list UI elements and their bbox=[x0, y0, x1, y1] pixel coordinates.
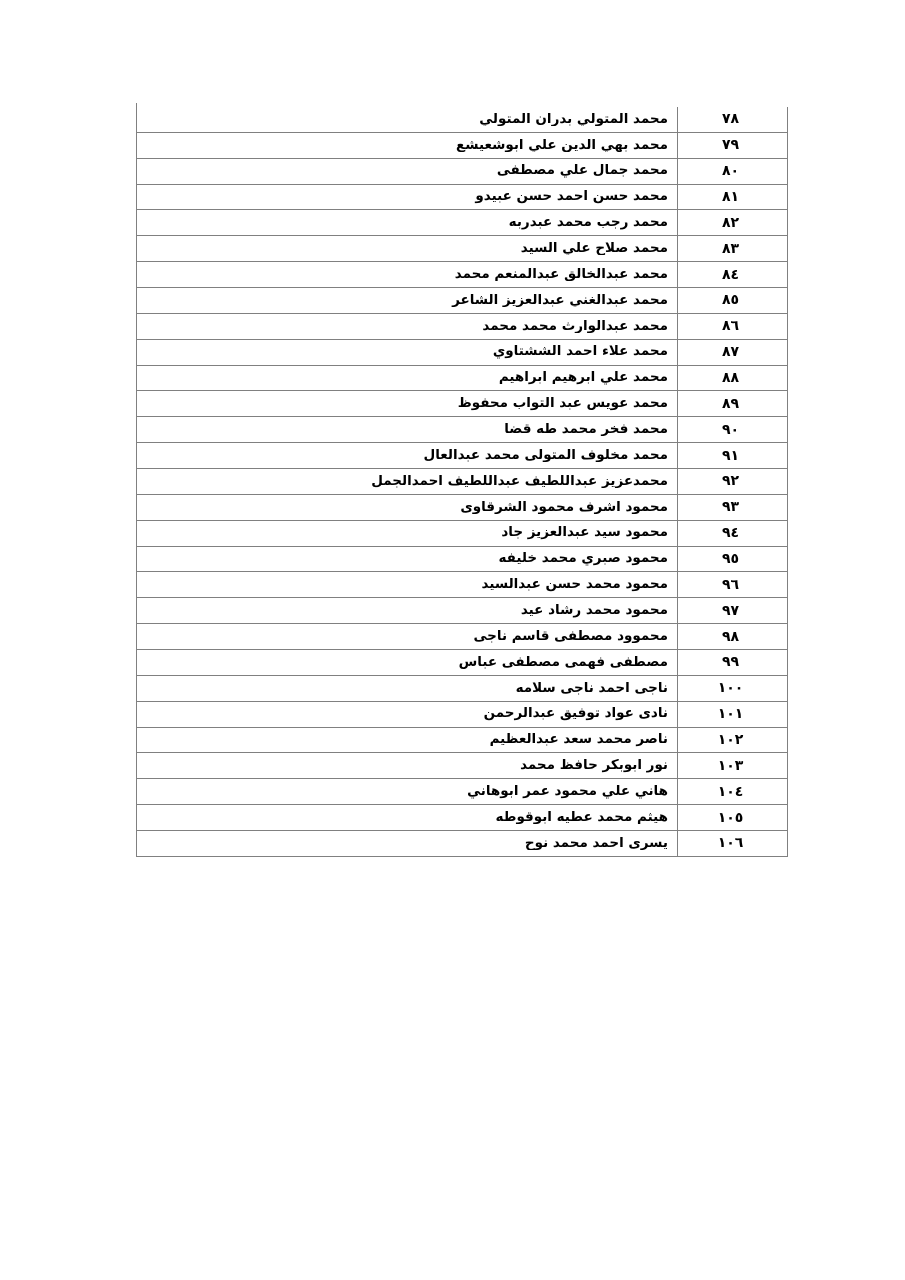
table-row bbox=[137, 650, 787, 676]
table-row bbox=[137, 805, 787, 831]
row-serial-number: ٩٠ bbox=[677, 417, 787, 442]
row-serial-number: ١٠٦ bbox=[677, 831, 787, 856]
table-row bbox=[137, 236, 787, 262]
table-row bbox=[137, 107, 787, 133]
table-row bbox=[137, 314, 787, 340]
table-row bbox=[137, 391, 787, 417]
row-serial-number: ٨٣ bbox=[677, 236, 787, 261]
row-full-name: محمد المتولي بدران المتولي bbox=[479, 112, 668, 127]
row-serial-number: ٨٠ bbox=[677, 159, 787, 184]
row-serial-number: ١٠٣ bbox=[677, 753, 787, 778]
row-full-name: محمد حسن احمد حسن عبيدو bbox=[475, 190, 668, 204]
row-full-name: محمد علي ابرهيم ابراهيم bbox=[498, 371, 668, 385]
row-full-name: يسرى احمد محمد نوح bbox=[524, 836, 668, 851]
row-full-name: محمد عبدالوارث محمد محمد bbox=[482, 319, 668, 334]
row-full-name: محمد مخلوف المتولى محمد عبدالعال bbox=[423, 448, 668, 463]
names-table bbox=[136, 107, 788, 857]
row-serial-number: ٩٤ bbox=[677, 521, 787, 546]
row-full-name: هاني علي محمود عمر ابوهاني bbox=[467, 785, 668, 799]
row-full-name: مصطفى فهمى مصطفى عباس bbox=[458, 655, 668, 670]
row-serial-number: ٧٩ bbox=[677, 133, 787, 158]
table-row bbox=[137, 495, 787, 521]
row-full-name: محمدعزيز عبداللطيف عبداللطيف احمدالجمل bbox=[371, 474, 668, 489]
table-row bbox=[137, 185, 787, 211]
table-row bbox=[137, 443, 787, 469]
row-full-name: محمد عويس عبد التواب محفوظ bbox=[457, 397, 668, 411]
row-full-name: محمود محمد رشاد عيد bbox=[520, 604, 668, 618]
table-row bbox=[137, 702, 787, 728]
row-serial-number: ٩١ bbox=[677, 443, 787, 468]
table-row bbox=[137, 521, 787, 547]
row-serial-number: ٩٦ bbox=[677, 572, 787, 597]
row-serial-number: ٧٨ bbox=[677, 107, 787, 132]
table-row bbox=[137, 547, 787, 573]
row-full-name: محمد علاء احمد الششتاوي bbox=[492, 345, 668, 359]
row-full-name: ناجى احمد ناجى سلامه bbox=[515, 681, 668, 696]
row-serial-number: ١٠٤ bbox=[677, 779, 787, 804]
row-full-name: محمد فخر محمد طه قضا bbox=[504, 422, 668, 437]
row-serial-number: ٨٧ bbox=[677, 340, 787, 365]
names-table-body bbox=[137, 107, 787, 857]
row-serial-number: ١٠٠ bbox=[677, 676, 787, 701]
row-full-name: محمود سيد عبدالعزيز جاد bbox=[501, 526, 668, 540]
row-serial-number: ٨٢ bbox=[677, 210, 787, 235]
row-full-name: نادى عواد توفيق عبدالرحمن bbox=[483, 707, 668, 721]
row-full-name: محمود صبري محمد خليفه bbox=[498, 552, 668, 566]
table-row bbox=[137, 572, 787, 598]
table-row bbox=[137, 831, 787, 857]
row-serial-number: ٩٢ bbox=[677, 469, 787, 494]
table-row bbox=[137, 340, 787, 366]
row-full-name: محمد جمال علي مصطفى bbox=[496, 164, 668, 178]
row-serial-number: ٨٥ bbox=[677, 288, 787, 313]
row-full-name: محمد عبدالخالق عبدالمنعم محمد bbox=[454, 267, 668, 282]
table-row bbox=[137, 210, 787, 236]
row-full-name: محمد بهي الدين علي ابوشعيشع bbox=[455, 138, 668, 153]
table-row bbox=[137, 469, 787, 495]
table-row bbox=[137, 598, 787, 624]
row-serial-number: ١٠٢ bbox=[677, 728, 787, 753]
row-serial-number: ٨٦ bbox=[677, 314, 787, 339]
table-row bbox=[137, 262, 787, 288]
row-serial-number: ١٠١ bbox=[677, 702, 787, 727]
row-serial-number: ١٠٥ bbox=[677, 805, 787, 830]
row-full-name: محموود مصطفى قاسم ناجى bbox=[473, 629, 668, 644]
table-row bbox=[137, 288, 787, 314]
row-full-name: محمد عبدالغني عبدالعزيز الشاعر bbox=[452, 293, 668, 308]
table-row bbox=[137, 753, 787, 779]
table-row bbox=[137, 676, 787, 702]
row-serial-number: ٨١ bbox=[677, 185, 787, 210]
row-serial-number: ٩٧ bbox=[677, 598, 787, 623]
row-full-name: محمود اشرف محمود الشرقاوى bbox=[460, 500, 668, 515]
table-row bbox=[137, 728, 787, 754]
row-serial-number: ٨٨ bbox=[677, 366, 787, 391]
row-full-name: نور ابوبكر حافظ محمد bbox=[520, 759, 668, 773]
row-full-name: محمد رجب محمد عبدربه bbox=[508, 216, 668, 230]
row-serial-number: ٩٥ bbox=[677, 547, 787, 572]
table-row bbox=[137, 624, 787, 650]
table-row bbox=[137, 159, 787, 185]
row-full-name: هيثم محمد عطيه ابوقوطه bbox=[495, 810, 668, 825]
table-row bbox=[137, 366, 787, 392]
table-row bbox=[137, 417, 787, 443]
row-serial-number: ٨٤ bbox=[677, 262, 787, 287]
row-full-name: ناصر محمد سعد عبدالعظيم bbox=[489, 733, 668, 747]
row-serial-number: ٩٣ bbox=[677, 495, 787, 520]
table-row bbox=[137, 779, 787, 805]
table-row bbox=[137, 133, 787, 159]
row-serial-number: ٩٩ bbox=[677, 650, 787, 675]
row-full-name: محمد صلاح علي السيد bbox=[520, 241, 668, 256]
row-serial-number: ٨٩ bbox=[677, 391, 787, 416]
row-full-name: محمود محمد حسن عبدالسيد bbox=[481, 578, 668, 592]
row-serial-number: ٩٨ bbox=[677, 624, 787, 649]
